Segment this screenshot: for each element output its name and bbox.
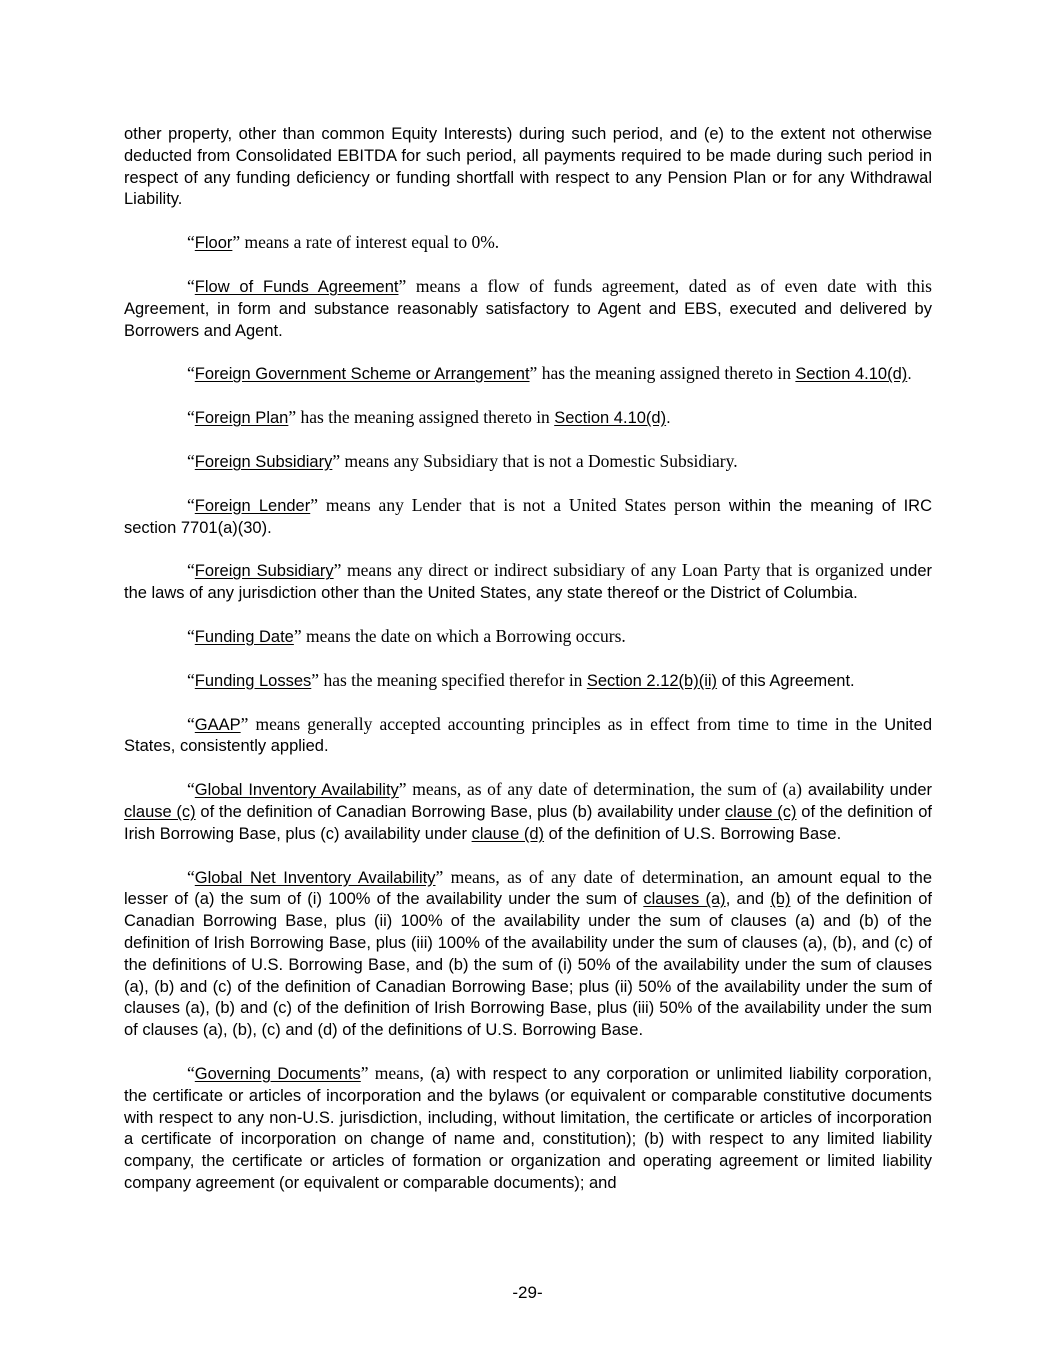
definition-text-continued: of the definition of Canadian Borrowing Base, plus (b) availability under [195, 802, 725, 821]
definition-text-continued: of the definition of Irish Borrowing Base, plus (c) availability under [124, 802, 932, 843]
definition-foreign-subsidiary-2: “Foreign Subsidiary” means any direct or indirect subsidiary of any Loan Party that is organized under the laws of any jurisdiction other than the United States, any state thereof or the District of Columbia. [124, 560, 932, 603]
definition-governing-documents: “Governing Documents” means, (a) with respect to any corporation or unlimited liability corporation, the certificate or articles of incorporation and the bylaws (or equivalent or comparable constitutive documents with respect to any non-U.S. jurisdiction, including, without limitation, the certificate or articles of incorporation a certificate of incorporation on change of name and, constitution); (b) with respect to any limited liability company, the certificate or articles of formation or organization and operating agreement or limited liability company agreement (or equivalent or comparable documents); and [124, 1062, 932, 1192]
defined-term: Flow of Funds Agreement [194, 277, 399, 296]
definition-text: means any Lender that is not a United States person [318, 494, 721, 515]
definition-text: means, [368, 1062, 424, 1083]
definition-text: means a rate of interest equal to 0%. [240, 232, 500, 253]
defined-term: Governing Documents [194, 1064, 361, 1083]
defined-term: Foreign Lender [194, 496, 311, 515]
punctuation: . [907, 365, 912, 384]
definition-text: has the meaning assigned thereto in [296, 407, 555, 428]
definition-text-continued: (a) with respect to any corporation or unlimited liability corporation, the certificate or articles of incorporation and the bylaws (or equivalent or comparable constitutive documents with respect to any non-U.S. jurisdiction, including, without limitation, the certificate or articles of incorporation a certificate of incorporation on change of name and, constitution); (b) with respect to any limited liability company, the certificate or articles of formation or organization and operating agreement or limited liability company agreement (or equivalent or comparable documents); and [124, 1064, 932, 1192]
definition-funding-losses: “Funding Losses” has the meaning specified therefor in Section 2.12(b)(ii) of this Agreement. [187, 669, 855, 690]
defined-term: GAAP [194, 715, 241, 734]
clause-reference-link[interactable]: clauses (a) [643, 890, 726, 909]
definition-text-continued: availability under [801, 781, 932, 800]
definition-gaap: “GAAP” means generally accepted accounting principles as in effect from time to time in the United States, consistently applied. [124, 713, 932, 756]
defined-term: Global Net Inventory Availability [194, 868, 436, 887]
definition-text-continued: of the definition of Canadian Borrowing Base, plus (ii) 100% of the availability under the sum of clauses (a) and (b) of the definition of Irish Borrowing Base, plus (iii) 100% of the availability under the sum of clauses (a), (b), and (c) of the definitions of U.S. Borrowing Base, and (b) the sum of (i) 50% of the availability under the sum of clauses (a), (b) and (c) of the definition of Canadian Borrowing Base; plus (ii) 50% of the availability under the sum of clauses (a), (b) and (c) of the definition of Irish Borrowing Base, plus (iii) 50% of the availability under the sum of clauses (a), (b), (c) and (d) of the definitions of U.S. Borrowing Base. [124, 890, 932, 1040]
punctuation: . [666, 409, 671, 428]
section-reference-link[interactable]: Section 2.12(b)(ii) [586, 671, 718, 690]
defined-term: Foreign Subsidiary [194, 452, 333, 471]
definition-funding-date: “Funding Date” means the date on which a Borrowing occurs. [187, 625, 626, 646]
definition-text: means any direct or indirect subsidiary of any Loan Party that is organized [341, 560, 884, 581]
definition-flow-of-funds-agreement: “Flow of Funds Agreement” means a flow of funds agreement, dated as of even date with this Agreement, in form and substance reasonably satisfactory to Agent and EBS, executed and delivered by Borrowers and Agent. [124, 275, 932, 340]
definition-text: means any Subsidiary that is not a Domestic Subsidiary. [340, 450, 738, 471]
definition-foreign-plan: “Foreign Plan” has the meaning assigned thereto in Section 4.10(d). [187, 407, 671, 428]
definition-text: has the meaning assigned thereto in [537, 363, 796, 384]
defined-term: Global Inventory Availability [194, 781, 399, 800]
definition-global-inventory-availability: “Global Inventory Availability” means, as of any date of determination, the sum of (a) availability under clause (c) of the definition of Canadian Borrowing Base, plus (b) availability under clause (c) of the definition of Irish Borrowing Base, plus (c) availability under clause (d) of the definition of U.S. Borrowing Base. [124, 779, 932, 843]
section-reference-link[interactable]: Section 4.10(d) [554, 409, 667, 428]
paragraph-consolidated-ebitda-continuation [124, 124, 932, 211]
definition-text-continued: of the definition of U.S. Borrowing Base. [544, 824, 842, 843]
clause-reference-link[interactable]: clause (c) [124, 802, 196, 821]
defined-term: Foreign Subsidiary [194, 562, 334, 581]
definition-text: means a flow of funds agreement, dated as of even date with this [406, 275, 932, 296]
definition-text: means the date on which a Borrowing occurs. [301, 625, 626, 646]
clause-reference-link[interactable]: (b) [770, 890, 791, 909]
definition-text: means, as of any date of determination, [443, 866, 744, 887]
defined-term: Funding Losses [194, 671, 312, 690]
definition-text-continued: within the meaning of IRC section 7701(a)(30). [124, 496, 932, 537]
definition-text-continued: under the laws of any jurisdiction other than the United States, any state thereof or the District of Columbia. [124, 562, 932, 603]
definition-text-continued: , and [725, 890, 771, 909]
definition-text: has the meaning specified therefor in [319, 669, 587, 690]
definition-text: means generally accepted accounting principles as in effect from time to time in the [248, 713, 877, 734]
definition-text: means, as of any date of determination, the sum of (a) [406, 779, 802, 800]
defined-term: Foreign Plan [194, 409, 289, 428]
defined-term: Foreign Government Scheme or Arrangement [194, 365, 530, 384]
defined-term: Funding Date [194, 627, 294, 646]
definition-text-continued: United States, consistently applied. [124, 715, 932, 756]
clause-reference-link[interactable]: clause (d) [471, 824, 545, 843]
document-page [124, 124, 932, 1216]
definition-text-continued: an amount equal to the lesser of (a) the sum of (i) 100% of the availability under the sum of [124, 868, 932, 909]
page-number: -29- [512, 1283, 543, 1302]
defined-term: Floor [194, 234, 233, 253]
definition-text-continued: of this Agreement. [717, 671, 855, 690]
definition-foreign-government-scheme: “Foreign Government Scheme or Arrangement” has the meaning assigned thereto in Section 4.10(d). [187, 363, 912, 384]
clause-reference-link[interactable]: clause (c) [724, 802, 797, 821]
definition-foreign-lender: “Foreign Lender” means any Lender that is not a United States person within the meaning of IRC section 7701(a)(30). [124, 494, 932, 537]
definition-foreign-subsidiary-1: “Foreign Subsidiary” means any Subsidiary that is not a Domestic Subsidiary. [187, 450, 738, 471]
definition-global-net-inventory-availability: “Global Net Inventory Availability” means, as of any date of determination, an amount equal to the lesser of (a) the sum of (i) 100% of the availability under the sum of clauses (a), and (b) of the definition of Canadian Borrowing Base, plus (ii) 100% of the availability under the sum of clauses (a) and (b) of the definition of Irish Borrowing Base, plus (iii) 100% of the availability under the sum of clauses (a), (b), and (c) of the definitions of U.S. Borrowing Base, and (b) the sum of (i) 50% of the availability under the sum of clauses (a), (b) and (c) of the definition of Canadian Borrowing Base; plus (ii) 50% of the availability under the sum of clauses (a), (b) and (c) of the definition of Irish Borrowing Base, plus (iii) 50% of the availability under the sum of clauses (a), (b), (c) and (d) of the definitions of U.S. Borrowing Base. [124, 866, 932, 1040]
paragraph-text: other property, other than common Equity Interests) during such period, and (e) to the extent not otherwise deducted from Consolidated EBITDA for such period, all payments required to be made during such period in respect of any funding deficiency or funding shortfall with respect to any Pension Plan or for any Withdrawal Liability. [124, 125, 932, 209]
definition-floor: “Floor” means a rate of interest equal to 0%. [187, 232, 500, 253]
section-reference-link[interactable]: Section 4.10(d) [795, 365, 908, 384]
definition-text-continued: Agreement, in form and substance reasonably satisfactory to Agent and EBS, executed and delivered by Borrowers and Agent. [124, 299, 932, 340]
